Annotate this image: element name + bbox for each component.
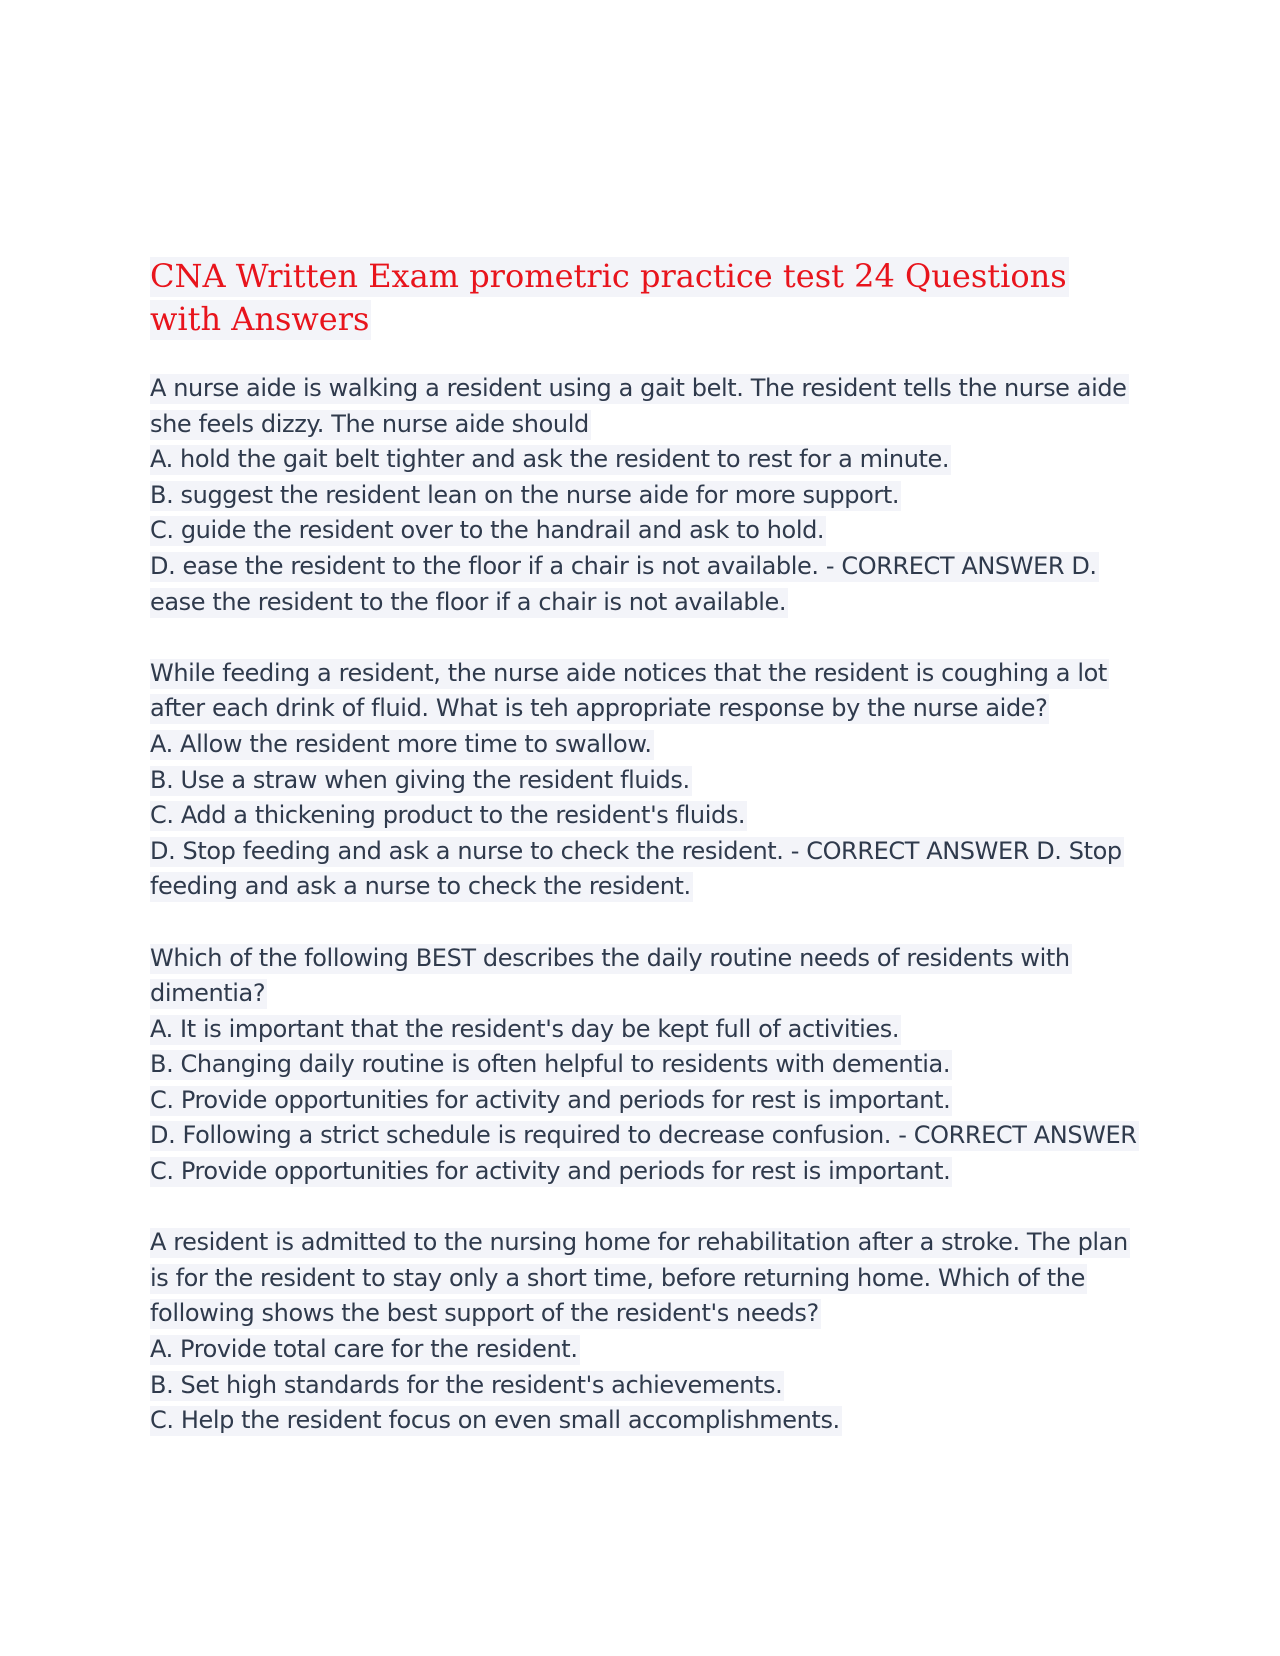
document-title: [150, 255, 1140, 341]
question-block-3: [150, 941, 1140, 1190]
question-block-1: [150, 371, 1140, 620]
question-block-2: [150, 656, 1140, 905]
document-title-text: CNA Written Exam prometric practice test 24 Questions with Answers: [150, 257, 1067, 338]
answer-option-b: B. suggest the resident lean on the nurse aide for more support.: [150, 480, 900, 509]
question-text: A resident is admitted to the nursing home for rehabilitation after a stroke. The plan is for the resident to stay only a short time, before returning home. Which of the following shows the best support of the resident's needs?: [150, 1228, 1128, 1328]
answer-option-a: A. hold the gait belt tighter and ask the resident to rest for a minute.: [150, 445, 950, 474]
answer-option-d-with-correct-answer: D. ease the resident to the floor if a chair is not available. - CORRECT ANSWER D. ease the resident to the floor if a chair is not available.: [150, 551, 1097, 616]
answer-option-b: B. Use a straw when giving the resident fluids.: [150, 765, 690, 794]
question-text: Which of the following BEST describes the daily routine needs of residents with dimentia?: [150, 943, 1070, 1008]
answer-option-b: B. Changing daily routine is often helpful to residents with dementia.: [150, 1050, 951, 1079]
answer-option-c: C. guide the resident over to the handrail and ask to hold.: [150, 516, 825, 545]
document-page: [150, 255, 1140, 1474]
question-block-4: [150, 1225, 1140, 1439]
answer-option-c: C. Add a thickening product to the resident's fluids.: [150, 801, 746, 830]
answer-option-b: B. Set high standards for the resident's achievements.: [150, 1370, 783, 1399]
question-text: While feeding a resident, the nurse aide notices that the resident is coughing a lot after each drink of fluid. What is teh appropriate response by the nurse aide?: [150, 658, 1107, 723]
answer-option-a: A. It is important that the resident's day be kept full of activities.: [150, 1014, 900, 1043]
answer-option-a: A. Provide total care for the resident.: [150, 1335, 578, 1364]
answer-option-a: A. Allow the resident more time to swallow.: [150, 729, 652, 758]
answer-option-c: C. Provide opportunities for activity and periods for rest is important.: [150, 1085, 951, 1114]
answer-option-d-with-correct-answer: D. Following a strict schedule is required to decrease confusion. - CORRECT ANSWER C. Provide opportunities for activity and periods for rest is important.: [150, 1121, 1137, 1186]
answer-option-d-with-correct-answer: D. Stop feeding and ask a nurse to check the resident. - CORRECT ANSWER D. Stop feeding and ask a nurse to check the resident.: [150, 836, 1122, 901]
question-text: A nurse aide is walking a resident using a gait belt. The resident tells the nurse aide she feels dizzy. The nurse aide should: [150, 374, 1127, 438]
answer-option-c: C. Help the resident focus on even small accomplishments.: [150, 1406, 840, 1435]
